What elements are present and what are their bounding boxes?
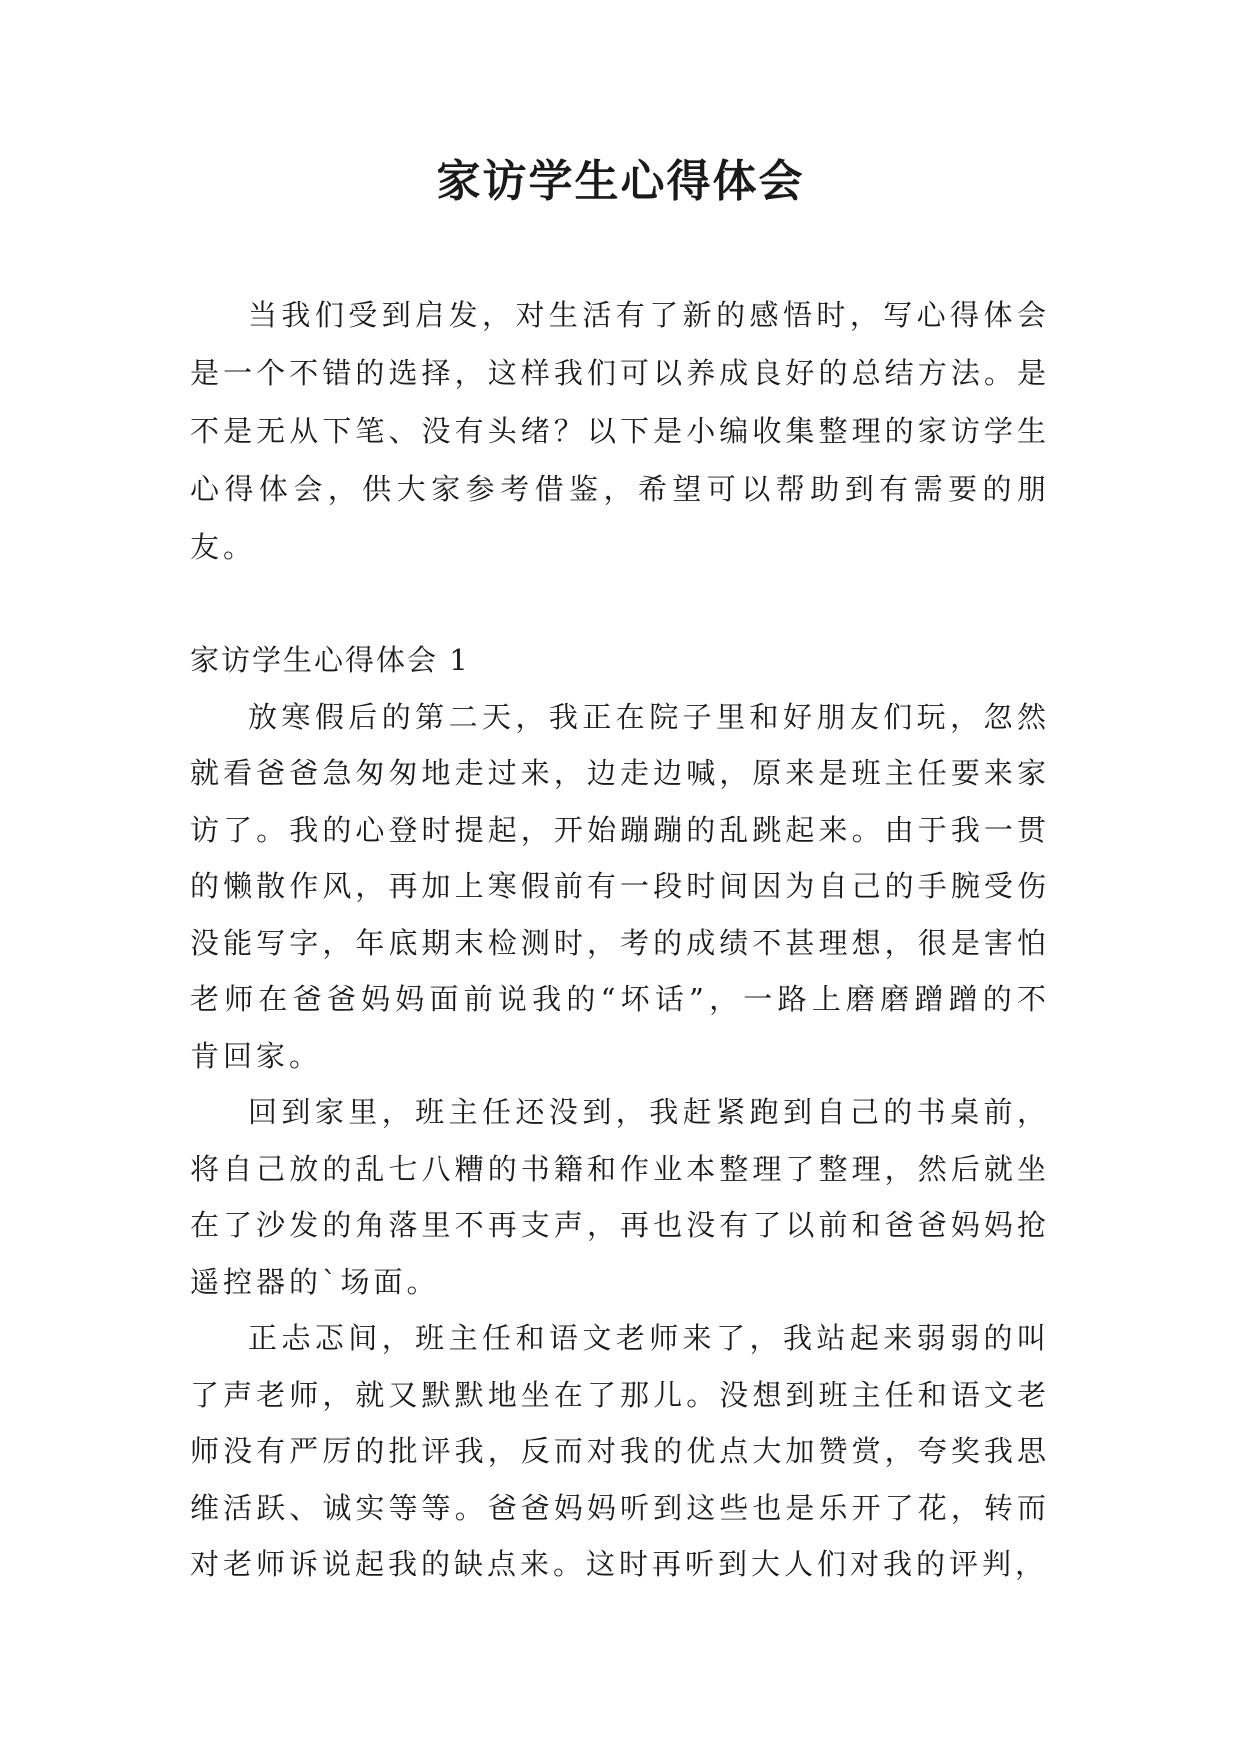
- body-paragraph-3: 正忐忑间，班主任和语文老师来了，我站起来弱弱的叫了声老师，就又默默地坐在了那儿。没想到班主任和语文老师没有严厉的批评我，反而对我的优点大加赞赏，夸奖我思维活跃、诚实等等。爸爸妈妈听到这些也是乐开了花，转而对老师诉说起我的缺点来。这时再听到大人们对我的评判，: [190, 1321, 1050, 1581]
- body-paragraph-2: 回到家里，班主任还没到，我赶紧跑到自己的书桌前，将自己放的乱七八糟的书籍和作业本整理了整理，然后就坐在了沙发的角落里不再支声，再也没有了以前和爸爸妈妈抢遥控器的`场面。: [190, 1095, 1050, 1299]
- document-title: 家访学生心得体会: [436, 156, 805, 207]
- body-paragraph-1: 放寒假后的第二天，我正在院子里和好朋友们玩，忽然就看爸爸急匆匆地走过来，边走边喊，原来是班主任要来家访了。我的心登时提起，开始蹦蹦的乱跳起来。由于我一贯的懒散作风，再加上寒假前有一段时间因为自己的手腕受伤没能写字，年底期末检测时，考的成绩不甚理想，很是害怕老师在爸爸妈妈面前说我的“坏话”，一路上磨磨蹭蹭的不肯回家。: [190, 699, 1050, 1073]
- section-heading: 家访学生心得体会 1: [190, 643, 470, 677]
- intro-paragraph: 当我们受到启发，对生活有了新的感悟时，写心得体会是一个不错的选择，这样我们可以养成良好的总结方法。是不是无从下笔、没有头绪？以下是小编收集整理的家访学生心得体会，供大家参考借鉴，希望可以帮助到有需要的朋友。: [190, 298, 1050, 564]
- spacer: [190, 576, 1050, 632]
- document-body: [190, 286, 1050, 1593]
